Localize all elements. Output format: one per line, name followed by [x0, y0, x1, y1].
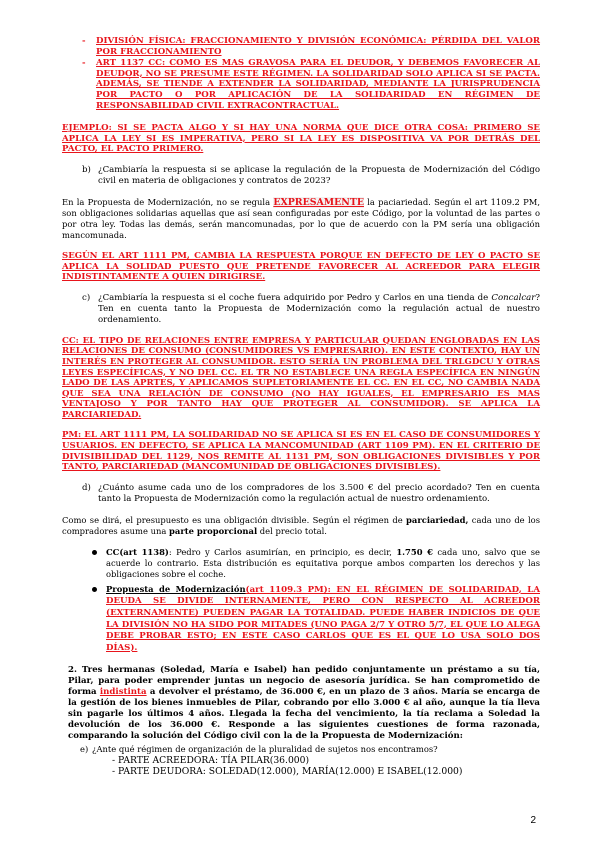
text-span: la paciariedad. Según el art 1109.2 PM, son obligaciones solidarias aquellas que así sean configuradas por este Código, por la voluntad de las partes o por otra ley. Todas las demás, serán mancomunadas, por lo que de acuerdo con la PM sería una obligación mancomunada.: [62, 196, 540, 240]
parte-acreedora: - PARTE ACREEDORA: TÍA PILAR(36.000): [112, 755, 310, 767]
text-span: cada uno de los compradores asume una: [62, 514, 540, 536]
bold-term: Propuesta de Modernización: [106, 583, 246, 594]
highlight-expresamente: EXPRESAMENTE: [273, 196, 364, 208]
bullet-cc: [62, 547, 540, 580]
amount: 1.750 €: [396, 546, 433, 557]
question-label: d): [82, 482, 91, 493]
question-text: ¿Cambiaría la respuesta si el coche fuera adquirido por Pedro y Carlos en una tienda de: [98, 292, 492, 303]
text-span: 2. Tres hermanas (Soledad, María e Isabel) han pedido conjuntamente un préstamo a su tía, Pilar, para poder emprender juntas un negocio de asesoría jurídica. Se han comprometido de forma: [68, 665, 540, 698]
answer-bullets: [62, 547, 540, 654]
question-d: [62, 483, 540, 505]
text-span: cada uno, salvo que se acuerde lo contrario. Esta distribución es equitativa porque ambos comparten los derechos y las obligaciones sobre el coche.: [106, 546, 540, 579]
text-span: En la Propuesta de Modernización, no se regula: [62, 196, 274, 207]
question-label: b): [82, 164, 91, 175]
question-b: [62, 165, 540, 187]
list-item: - DIVISIÓN FÍSICA: FRACCIONAMIENTO Y DIVISIÓN ECONÓMICA: PÉRDIDA DEL VALOR POR FRACCIONAMIENTO: [62, 36, 540, 57]
ejemplo-note: EJEMPLO: SI SE PACTA ALGO Y SI HAY UNA NORMA QUE DICE OTRA COSA: PRIMERO SE APLICA LA LEY SI ES IMPERATIVA, PERO SI LA LEY ES DISPOSITIVA VA POR DETRÁS DEL PACTO, EL PACTO PRIMERO.: [62, 123, 540, 155]
question-label: c): [82, 292, 91, 303]
bullet-pm: [62, 584, 540, 654]
top-dash-list: [62, 36, 540, 111]
text-span: : Pedro y Carlos asumirían, en principio, es decir,: [168, 546, 397, 557]
red-note: (art 1109.3 PM): EN EL RÉGIMEN DE SOLIDARIDAD, LA DEUDA SE DIVIDE INTERNAMENTE, PERO CON RESPECTO AL ACREEDOR (EXTERNAMENTE) PUEDEN PAGAR LA TOTALIDAD. PUEDE HABER INDICIOS DE QUE LA DIVISIÓN NO HA SIDO POR MITADES (UNO PAGA 2/7 Y OTRO 5/7, EL QUE LO ALEGA DEBE PROBAR ESTO; EN ESTE CASO CARLOS QUE ES EL QUE LO USA SOLO DOS DÍAS).: [106, 584, 540, 653]
divisible-paragraph: [62, 515, 540, 537]
question-text: ¿Ante qué régimen de organización de la pluralidad de sujetos nos encontramos?: [92, 744, 438, 755]
page-number: 2: [530, 815, 536, 826]
question-text: ? Ten en cuenta tanto la Propuesta de Modernización como la regulación actual de nuestro ordenamiento.: [98, 292, 540, 325]
question-e: [62, 744, 540, 755]
highlight-indistinta: indistinta: [99, 687, 147, 698]
bold-term: CC(art 1138): [106, 546, 169, 557]
red-note-1111: SEGÚN EL ART 1111 PM, CAMBIA LA RESPUESTA PORQUE EN DEFECTO DE LEY O PACTO SE APLICA LA SOLIDAD PUESTO QUE PRETENDE FAVORECER AL ACREEDOR PARA ELEGIR INDISTINTAMENTE A QUIEN DIRIGIRSE.: [62, 250, 540, 283]
red-note-cc: CC: EL TIPO DE RELACIONES ENTRE EMPRESA Y PARTICULAR QUEDAN ENGLOBADAS EN LAS RELACIONES DE CONSUMO (CONSUMIDORES VS EMPRESARIO). EN ESTE CONTEXTO, HAY UN INTERÉS EN PROTEGER AL CONSUMIDOR. ESTO SERÍA UN PROBLEMA DEL TRLGDCU Y OTRAS LEYES ESPECÍFICAS, Y NO DEL CC. EL TR NO ESTABLECE UNA REGLA ESPECÍFICA EN NINGÚN LADO DE LAS APRTES, Y APLICAMOS SUPLETORIAMENTE EL CC. EN EL CC, NO CAMBIA NADA QUE SEA UNA RELACIÓN DE CONSUMO (NO HAY IGUALES, EL EMPRESARIO ES MAS VENTAJOSO Y POR TANTO HAY QUE PROTEGER AL CONSUMIDOR). SE APLICA LA PARCIARIEDAD.: [62, 335, 540, 420]
question-text: ¿Cambiaría la respuesta si se aplicase la regulación de la Propuesta de Modernización del Código civil en materia de obligaciones y contratos de 2023?: [98, 164, 540, 186]
question-label: e): [80, 744, 89, 755]
text-span: Como se dirá, el presupuesto es una obligación divisible. Según el régimen de: [62, 514, 407, 525]
italic-term: Concalcar: [491, 292, 536, 303]
bold-term: parciariedad,: [406, 514, 469, 525]
text-span: a devolver el préstamo, de 36.000 €, en un plazo de 3 años. María se encarga de la gestión de los bienes inmuebles de Pilar, cobrando por ello 3.000 € al año, aunque la tía lleva sin pagarle los últimos 4 años. Llegada la fecha del vencimiento, la tía reclama a Soledad la devolución de los 36.000 €. Responde a las siguientes cuestiones de forma razonada, comparando la solución del Código civil con la de la Propuesta de Modernización:: [68, 687, 540, 742]
red-note-pm: PM: EL ART 1111 PM, LA SOLIDARIDAD NO SE APLICA SI ES EN EL CASO DE CONSUMIDORES Y USUARIOS. EN DEFECTO, SE APLICA LA MANCOMUNIDAD (ART 1109 PM). EN EL CRITERIO DE DIVISIBILIDAD DEL 1129, NOS REMITE AL 1131 PM, SON OBLIGACIONES DIVISIBLES Y POR TANTO, PARCIARIEDAD (MANCOMUNIDAD DE OBLIGACIONES DIVISIBLES).: [62, 430, 540, 473]
question-c: [62, 293, 540, 326]
question-2: [62, 665, 540, 742]
text-span: del precio total.: [257, 525, 327, 536]
bold-term: parte proporcional: [169, 525, 258, 536]
question-text: ¿Cuánto asume cada uno de los compradores de los 3.500 € del precio acordado? Ten en cuenta tanto la Propuesta de Modernización como la regulación actual de nuestro ordenamiento.: [98, 482, 540, 504]
list-item: - ART 1137 CC: COMO ES MAS GRAVOSA PARA EL DEUDOR, Y DEBEMOS FAVORECER AL DEUDOR, NO SE PRESUME ESTE RÉGIMEN. LA SOLIDARIDAD SOLO APLICA SI SE PACTA. ADEMÁS, SE TIENDE A EXTENDER LA SOLIDARIDAD, MEDIANTE LA JURISPRUDENCIA POR PACTO O POR APLICACIÓN DE LA SOLIDARIDAD EN RÉGIMEN DE RESPONSABILIDAD CIVIL EXTRACONTRACTUAL.: [62, 58, 540, 111]
propuesta-paragraph: [62, 197, 540, 241]
document-page: [62, 36, 540, 777]
parte-deudora: - PARTE DEUDORA: SOLEDAD(12.000), MARÍA(12.000) E ISABEL(12.000): [112, 766, 463, 778]
